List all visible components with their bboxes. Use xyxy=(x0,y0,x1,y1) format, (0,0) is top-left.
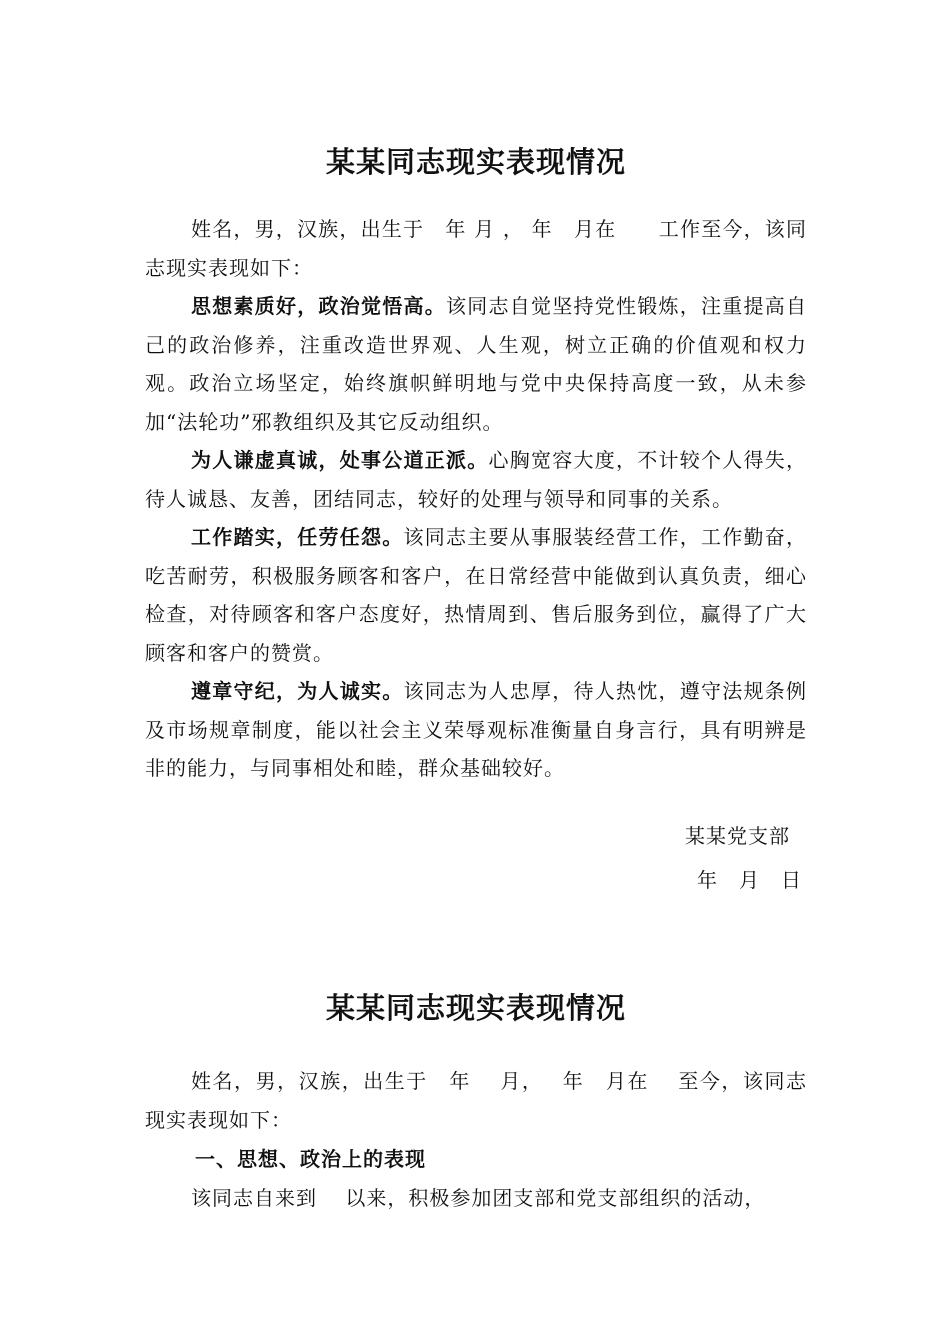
paragraph-2-body: 心胸宽容大度，不计较个人得失，待人诚恳、友善，团结同志，较好的处理与领导和同事的关系。 xyxy=(145,448,807,511)
document-1-paragraph-4 xyxy=(145,672,807,788)
signature-date: 年 月 日 xyxy=(697,868,802,892)
document-2 xyxy=(145,988,807,1218)
paragraph-1-body: 该同志自觉坚持党性锻炼，注重提高自己的政治修养，注重改造世界观、人生观，树立正确的价值观和权力观。政治立场坚定，始终旗帜鲜明地与党中央保持高度一致，从未参加“法轮功”邪教组织及其它反动组织。 xyxy=(145,294,807,434)
document-1-paragraph-2 xyxy=(145,441,807,518)
document-1-paragraph-3 xyxy=(145,518,807,672)
document-1-title: 某某同志现实表现情况 xyxy=(325,145,626,179)
document-1-paragraph-1 xyxy=(145,287,807,441)
document-2-heading-1: 一、思想、政治上的表现 xyxy=(195,1147,426,1171)
document-2-intro: 姓名，男，汉族，出生于 年 月， 年 月在 至今，该同志现实表现如下： xyxy=(145,1069,807,1132)
paragraph-1-lead: 思想素质好，政治觉悟高。 xyxy=(191,294,446,318)
document-1 xyxy=(145,142,807,788)
paragraph-3-body: 该同志主要从事服装经营工作，工作勤奋，吃苦耐劳，积极服务顾客和客户，在日常经营中能做到认真负责，细心检查，对待顾客和客户态度好，热情周到、售后服务到位，赢得了广大顾客和客户的赞赏。 xyxy=(145,525,807,665)
signature-organization: 某某党支部 xyxy=(685,824,790,848)
paragraph-4-lead: 遵章守纪，为人诚实。 xyxy=(191,679,404,703)
document-2-title: 某某同志现实表现情况 xyxy=(325,991,626,1025)
paragraph-3-lead: 工作踏实，任劳任怨。 xyxy=(191,525,404,549)
paragraph-4-body: 该同志为人忠厚，待人热忱，遵守法规条例及市场规章制度，能以社会主义荣辱观标准衡量自身言行，具有明辨是非的能力，与同事相处和睦，群众基础较好。 xyxy=(145,679,807,780)
document-1-intro: 姓名，男，汉族，出生于 年 月 ， 年 月在 工作至今，该同志现实表现如下： xyxy=(145,217,807,280)
document-2-paragraph-1: 该同志自来到 以来，积极参加团支部和党支部组织的活动， xyxy=(191,1186,766,1210)
paragraph-2-lead: 为人谦虚真诚，处事公道正派。 xyxy=(191,448,489,472)
